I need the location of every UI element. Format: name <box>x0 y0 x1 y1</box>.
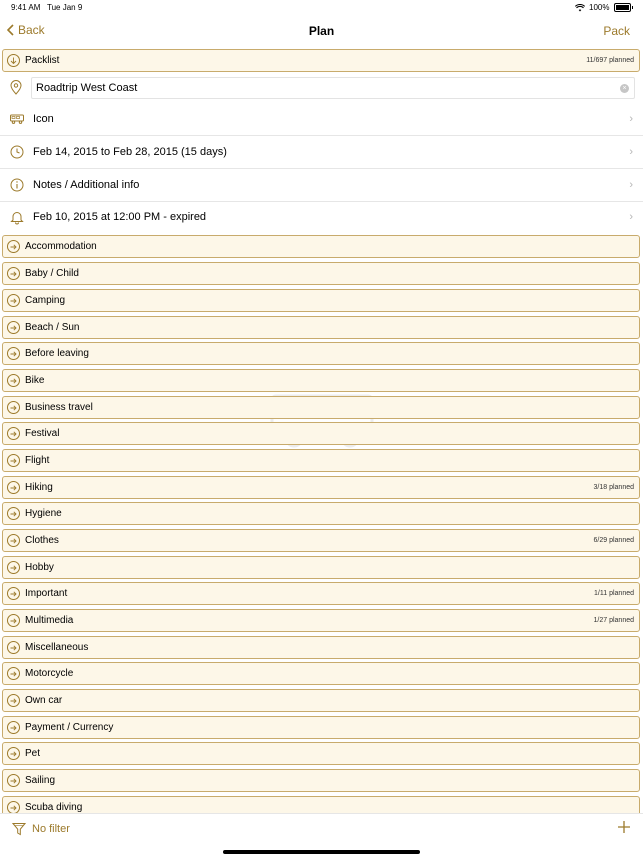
arrow-right-circle-icon <box>7 641 20 654</box>
category-count: 1/11 planned <box>594 590 634 597</box>
camper-icon <box>9 111 25 127</box>
category-row[interactable] <box>2 742 640 765</box>
category-row[interactable] <box>2 476 640 499</box>
chevron-right-icon: › <box>629 146 633 158</box>
location-pin-icon <box>10 80 22 100</box>
trip-name-field[interactable] <box>31 77 635 99</box>
reminder-label: Feb 10, 2015 at 12:00 PM - expired <box>33 211 207 223</box>
category-label: Miscellaneous <box>25 642 89 653</box>
category-row[interactable] <box>2 502 640 525</box>
clock-icon <box>9 144 25 160</box>
funnel-icon <box>12 822 26 836</box>
arrow-right-circle-icon <box>7 747 20 760</box>
notes-label: Notes / Additional info <box>33 179 140 191</box>
category-label: Before leaving <box>25 348 89 359</box>
status-right <box>575 3 633 12</box>
category-label: Important <box>25 588 68 599</box>
category-label: Clothes <box>25 535 59 546</box>
category-label: Bike <box>25 375 45 386</box>
trip-name-value: Roadtrip West Coast <box>36 82 138 94</box>
arrow-right-circle-icon <box>7 481 20 494</box>
bell-icon <box>9 209 25 225</box>
arrow-right-circle-icon <box>7 240 20 253</box>
filter-label: No filter <box>32 823 70 835</box>
category-row[interactable] <box>2 636 640 659</box>
category-row[interactable] <box>2 716 640 739</box>
notes-row[interactable] <box>0 169 643 202</box>
download-icon <box>7 54 20 67</box>
arrow-right-circle-icon <box>7 427 20 440</box>
category-row[interactable] <box>2 369 640 392</box>
arrow-right-circle-icon <box>7 801 20 813</box>
category-label: Hiking <box>25 482 53 493</box>
category-label: Beach / Sun <box>25 322 80 333</box>
chevron-right-icon: › <box>629 179 633 191</box>
arrow-right-circle-icon <box>7 534 20 547</box>
category-row[interactable] <box>2 235 640 258</box>
arrow-right-circle-icon <box>7 267 20 280</box>
icon-setting-row[interactable] <box>0 103 643 136</box>
battery-percent: 100% <box>589 3 610 12</box>
category-row[interactable] <box>2 262 640 285</box>
filter-button[interactable] <box>12 822 70 836</box>
category-label: Baby / Child <box>25 268 79 279</box>
category-row[interactable] <box>2 422 640 445</box>
date-range-label: Feb 14, 2015 to Feb 28, 2015 (15 days) <box>33 146 227 158</box>
category-label: Scuba diving <box>25 802 83 813</box>
battery-tip <box>632 6 634 9</box>
arrow-right-circle-icon <box>7 374 20 387</box>
category-row[interactable] <box>2 796 640 813</box>
category-count: 3/18 planned <box>593 484 634 491</box>
category-label: Sailing <box>25 775 56 786</box>
page-title: Plan <box>308 24 335 38</box>
plus-icon <box>617 820 631 834</box>
clear-icon[interactable]: × <box>620 84 629 93</box>
category-label: Camping <box>25 295 66 306</box>
category-row[interactable] <box>2 609 640 632</box>
battery-icon <box>614 3 631 12</box>
category-label: Payment / Currency <box>25 722 114 733</box>
status-bar <box>0 0 643 16</box>
packlist-row[interactable] <box>2 49 640 72</box>
chevron-right-icon: › <box>629 113 633 125</box>
arrow-right-circle-icon <box>7 561 20 574</box>
chevron-right-icon: › <box>629 211 633 223</box>
category-row[interactable] <box>2 342 640 365</box>
wifi-icon <box>575 4 585 12</box>
arrow-right-circle-icon <box>7 454 20 467</box>
arrow-right-circle-icon <box>7 321 20 334</box>
date-range-row[interactable] <box>0 136 643 169</box>
category-row[interactable] <box>2 529 640 552</box>
category-label: Hygiene <box>25 508 62 519</box>
category-label: Motorcycle <box>25 668 74 679</box>
icon-setting-label: Icon <box>33 113 54 125</box>
category-count: 6/29 planned <box>593 537 634 544</box>
packlist-count: 11/697 planned <box>586 57 634 64</box>
arrow-right-circle-icon <box>7 667 20 680</box>
info-icon <box>9 177 25 193</box>
category-row[interactable] <box>2 769 640 792</box>
back-label: Back <box>18 23 45 37</box>
category-label: Own car <box>25 695 63 706</box>
category-row[interactable] <box>2 662 640 685</box>
category-row[interactable] <box>2 289 640 312</box>
category-label: Business travel <box>25 402 93 413</box>
navigation-bar <box>0 16 643 46</box>
category-row[interactable] <box>2 396 640 419</box>
category-count: 1/27 planned <box>593 617 634 624</box>
home-indicator[interactable] <box>223 850 420 854</box>
category-row[interactable] <box>2 556 640 579</box>
category-label: Hobby <box>25 562 54 573</box>
arrow-right-circle-icon <box>7 507 20 520</box>
packlist-label: Packlist <box>25 55 60 66</box>
arrow-right-circle-icon <box>7 694 20 707</box>
category-label: Flight <box>25 455 50 466</box>
status-time: 9:41 AM <box>11 3 41 12</box>
arrow-right-circle-icon <box>7 774 20 787</box>
arrow-right-circle-icon <box>7 401 20 414</box>
status-date: Tue Jan 9 <box>47 3 83 12</box>
category-row[interactable] <box>2 316 640 339</box>
arrow-right-circle-icon <box>7 721 20 734</box>
arrow-right-circle-icon <box>7 294 20 307</box>
add-button[interactable] <box>617 820 631 839</box>
category-row[interactable] <box>2 582 640 605</box>
category-row[interactable] <box>2 449 640 472</box>
category-label: Accommodation <box>25 241 97 252</box>
category-label: Pet <box>25 748 41 759</box>
category-label: Festival <box>25 428 60 439</box>
category-label: Multimedia <box>25 615 74 626</box>
arrow-right-circle-icon <box>7 614 20 627</box>
plan-content <box>0 47 643 813</box>
reminder-row[interactable] <box>0 201 643 233</box>
pack-button[interactable]: Pack <box>603 24 630 38</box>
arrow-right-circle-icon <box>7 587 20 600</box>
category-row[interactable] <box>2 689 640 712</box>
arrow-right-circle-icon <box>7 347 20 360</box>
